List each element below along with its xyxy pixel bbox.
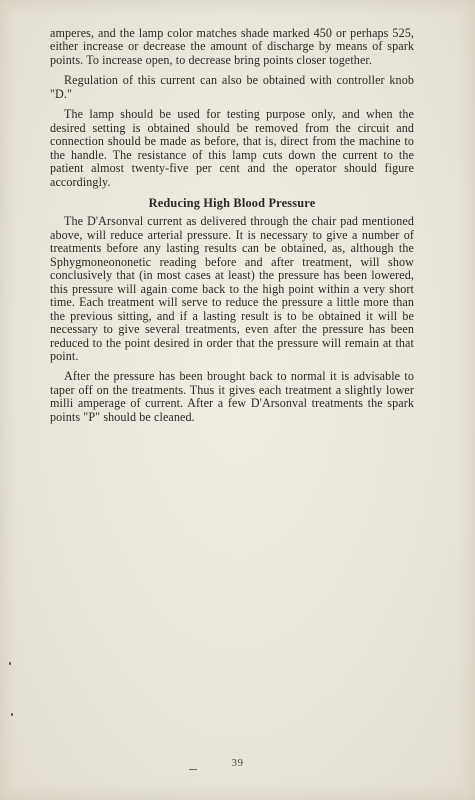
section-heading: Reducing High Blood Pressure <box>148 195 316 210</box>
print-speck <box>11 713 13 716</box>
paragraph-darsonval-current: The D'Arsonval current as delivered through the chair pad mentioned above, will reduce arterial pressure. It is necessary to give a number of treatments before any lasting results can be obtained, as, although the Sphygmoneononetic reading before and after treatment, will show conclusively that (in most cases at least) the pressure has been lowered, this pressure will again come back to the high point within a very short time. Each treatment will serve to reduce the pressure a little more than the previous sitting, and if a lasting result is to be obtained it will be necessary to give several treatments, even after the pressure has been reduced to the point desired in order that the pressure will remain at that point. <box>50 214 414 363</box>
paragraph-lamp-testing: The lamp should be used for testing purpose only, and when the desired setting is obtained should be removed from the circuit and connection should be made as before, that is, direct from the machine to the handle. The resistance of this lamp cuts down the current to the patient almost twenty-five per cent and the operator should figure accordingly. <box>50 107 414 189</box>
paragraph-amperes: amperes, and the lamp color matches shade marked 450 or perhaps 525, either increase or decrease the amount of discharge by means of spark points. To increase open, to decrease bring points closer together. <box>50 26 414 67</box>
page-number-mark <box>189 769 197 770</box>
page-body <box>50 27 414 431</box>
print-speck <box>9 662 11 665</box>
page-number: 39 <box>231 757 244 769</box>
paragraph-taper-off: After the pressure has been brought back to normal it is advisable to taper off on the treatments. Thus it gives each treatment a slightly lower milli amperage of current. After a few D'Arsonval treatments the spark points "P" should be cleaned. <box>50 369 414 424</box>
paragraph-regulation: Regulation of this current can also be obtained with controller knob "D." <box>50 73 414 101</box>
